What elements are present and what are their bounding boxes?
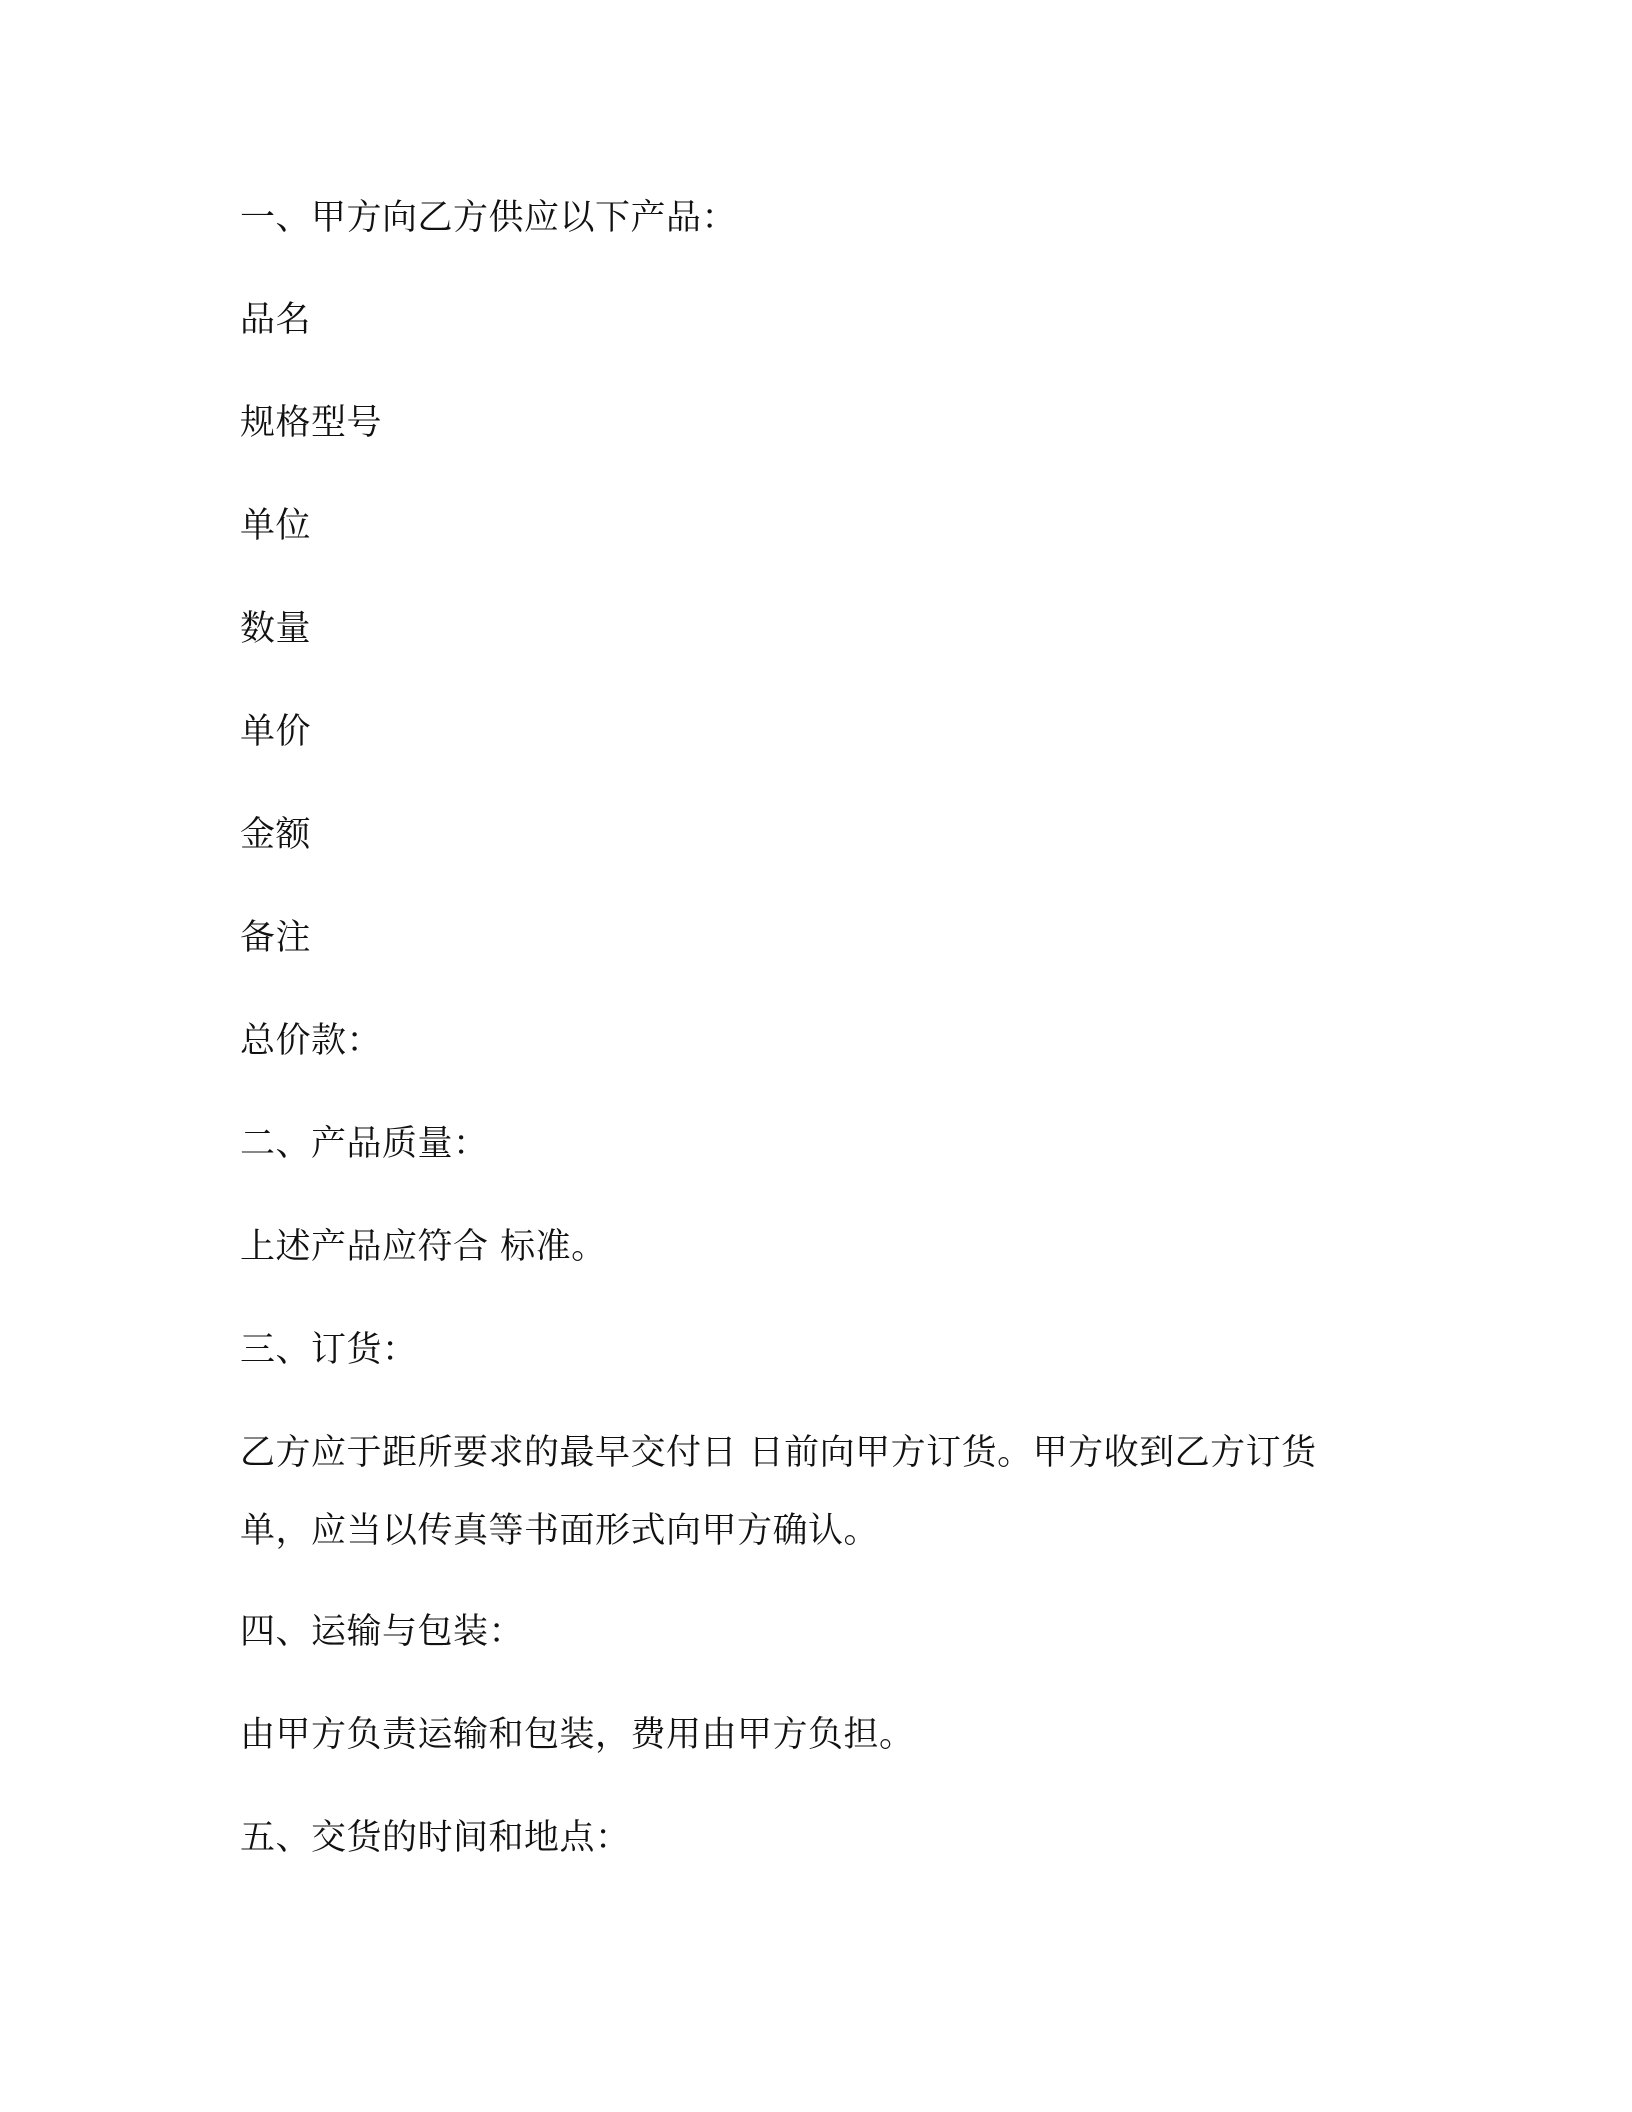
field-product-name: 品名 — [240, 300, 312, 340]
section3-text-line2: 单，应当以传真等书面形式向甲方确认。 — [240, 1511, 880, 1551]
section3-paragraph — [240, 1414, 1405, 1570]
section3-text-line1: 乙方应于距所要求的最早交付日 日前向甲方订货。甲方收到乙方订货 — [240, 1433, 1317, 1473]
section3-heading: 三、订货： — [240, 1330, 418, 1370]
field-total-price: 总价款： — [240, 1021, 383, 1061]
field-unit: 单位 — [240, 506, 312, 546]
field-spec-model: 规格型号 — [240, 403, 383, 443]
section1-heading: 一、甲方向乙方供应以下产品： — [240, 198, 738, 238]
section4-heading: 四、运输与包装： — [240, 1612, 525, 1652]
section2-text: 上述产品应符合 标准。 — [240, 1227, 607, 1267]
field-quantity: 数量 — [240, 609, 312, 649]
section4-text: 由甲方负责运输和包装，费用由甲方负担。 — [240, 1715, 915, 1755]
section2-heading: 二、产品质量： — [240, 1124, 489, 1164]
field-amount: 金额 — [240, 815, 312, 855]
field-remarks: 备注 — [240, 918, 312, 958]
section5-heading: 五、交货的时间和地点： — [240, 1818, 631, 1858]
field-unit-price: 单价 — [240, 712, 312, 752]
